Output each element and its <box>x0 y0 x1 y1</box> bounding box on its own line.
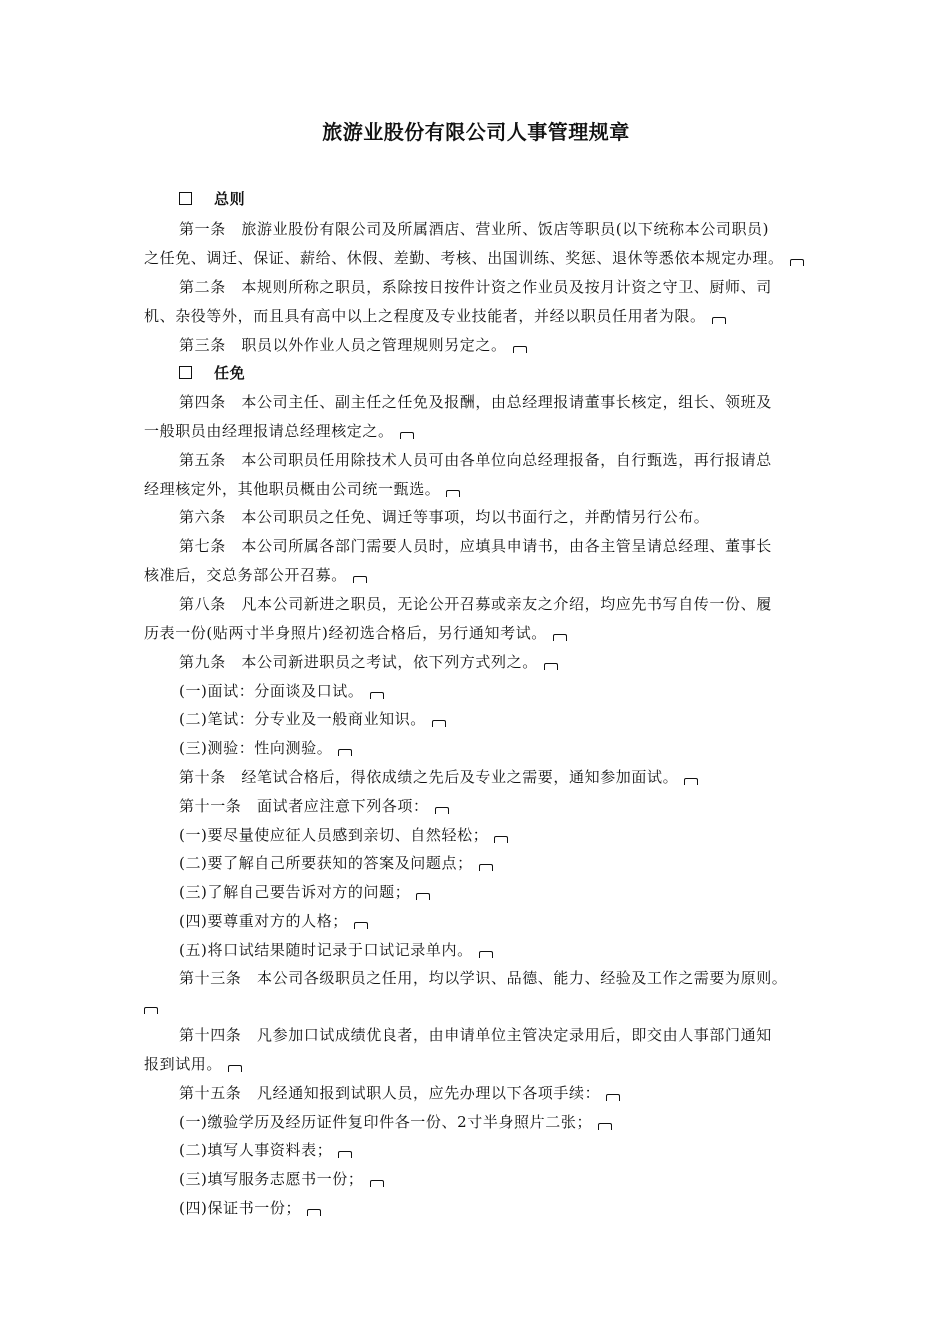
paragraph-mark-icon <box>553 634 567 641</box>
paragraph-line: 第十一条 面试者应注意下列各项： <box>144 796 843 816</box>
paragraph-line: 报到试用。 <box>144 1054 808 1074</box>
paragraph-mark-icon <box>435 807 449 814</box>
paragraph-mark-icon <box>144 1007 158 1014</box>
paragraph-line: 第十四条 凡参加口试成绩优良者，由申请单位主管决定录用后，即交由人事部门通知 <box>179 1026 772 1044</box>
paragraph-line: 第十五条 凡经通知报到试职人员，应先办理以下各项手续： <box>144 1083 843 1103</box>
checkbox-square-icon <box>179 192 192 205</box>
list-item: (一)要尽量使应征人员感到亲切、自然轻松； <box>144 825 843 845</box>
paragraph-line: 第八条 凡本公司新进之职员，无论公开召募或亲友之介绍，均应先书写自传一份、履 <box>179 595 772 613</box>
list-item: (五)将口试结果随时记录于口试记录单内。 <box>144 940 843 960</box>
paragraph-mark-icon <box>598 1123 612 1130</box>
paragraph-mark-icon <box>228 1065 242 1072</box>
paragraph-mark-icon <box>513 346 527 353</box>
paragraph-line: 第十三条 本公司各级职员之任用，均以学识、品德、能力、经验及工作之需要为原则。 <box>179 969 788 987</box>
list-item: (四)保证书一份； <box>144 1198 843 1218</box>
paragraph-mark-icon <box>370 692 384 699</box>
paragraph-line: 之任免、调迁、保证、薪给、休假、差勤、考核、出国训练、奖惩、退休等悉依本规定办理。 <box>144 248 808 268</box>
paragraph-line: 第七条 本公司所属各部门需要人员时，应填具申请书，由各主管呈请总经理、董事长 <box>179 537 772 555</box>
paragraph-mark-icon <box>370 1180 384 1187</box>
section-heading-appointment: 任免 <box>144 363 843 383</box>
paragraph-line: 第十条 经笔试合格后，得依成绩之先后及专业之需要，通知参加面试。 <box>144 767 843 787</box>
paragraph-mark-icon <box>354 922 368 929</box>
paragraph-mark-icon <box>338 1151 352 1158</box>
paragraph-line: 第九条 本公司新进职员之考试，依下列方式列之。 <box>144 652 843 672</box>
paragraph-line: 第一条 旅游业股份有限公司及所属酒店、营业所、饭店等职员(以下统称本公司职员) <box>179 220 770 238</box>
list-item: (二)要了解自己所要获知的答案及问题点； <box>144 853 843 873</box>
paragraph-mark-icon <box>446 490 460 497</box>
list-item: (三)填写服务志愿书一份； <box>144 1169 843 1189</box>
list-item: (二)填写人事资料表； <box>144 1140 843 1160</box>
section-heading-general: 总则 <box>144 189 843 209</box>
paragraph-line: 机、杂役等外，而且具有高中以上之程度及专业技能者，并经以职员任用者为限。 <box>144 306 808 326</box>
paragraph-line <box>144 996 808 1016</box>
paragraph-mark-icon <box>416 893 430 900</box>
list-item: (三)测验：性向测验。 <box>144 738 843 758</box>
paragraph-mark-icon <box>606 1094 620 1101</box>
paragraph-line: 经理核定外，其他职员概由公司统一甄选。 <box>144 479 808 499</box>
paragraph-line: 核准后，交总务部公开召募。 <box>144 565 808 585</box>
paragraph-mark-icon <box>790 259 804 266</box>
paragraph-line: 第二条 本规则所称之职员，系除按日按件计资之作业员及按月计资之守卫、厨师、司 <box>179 278 772 296</box>
paragraph-line: 一般职员由经理报请总经理核定之。 <box>144 421 808 441</box>
paragraph-mark-icon <box>712 317 726 324</box>
paragraph-mark-icon <box>479 951 493 958</box>
paragraph-mark-icon <box>432 720 446 727</box>
list-item: (三)了解自己要告诉对方的问题； <box>144 882 843 902</box>
document-title: 旅游业股份有限公司人事管理规章 <box>322 120 630 144</box>
checkbox-square-icon <box>179 366 192 379</box>
paragraph-mark-icon <box>353 576 367 583</box>
paragraph-mark-icon <box>307 1209 321 1216</box>
paragraph-line: 第三条 职员以外作业人员之管理规则另定之。 <box>144 335 843 355</box>
paragraph-line: 历表一份(贴两寸半身照片)经初选合格后，另行通知考试。 <box>144 623 808 643</box>
list-item: (一)面试：分面谈及口试。 <box>144 681 843 701</box>
paragraph-mark-icon <box>400 432 414 439</box>
paragraph-line: 第五条 本公司职员任用除技术人员可由各单位向总经理报备，自行甄选，再行报请总 <box>179 451 772 469</box>
list-item: (二)笔试：分专业及一般商业知识。 <box>144 709 843 729</box>
paragraph-mark-icon <box>338 749 352 756</box>
paragraph-mark-icon <box>684 778 698 785</box>
paragraph-line: 第六条 本公司职员之任免、调迁等事项，均以书面行之，并酌情另行公布。 <box>179 508 710 526</box>
paragraph-mark-icon <box>479 864 493 871</box>
list-item: (四)要尊重对方的人格； <box>144 911 843 931</box>
paragraph-mark-icon <box>494 836 508 843</box>
paragraph-line: 第四条 本公司主任、副主任之任免及报酬，由总经理报请董事长核定，组长、领班及 <box>179 393 772 411</box>
paragraph-mark-icon <box>544 663 558 670</box>
list-item: (一)缴验学历及经历证件复印件各一份、2寸半身照片二张； <box>144 1112 843 1132</box>
